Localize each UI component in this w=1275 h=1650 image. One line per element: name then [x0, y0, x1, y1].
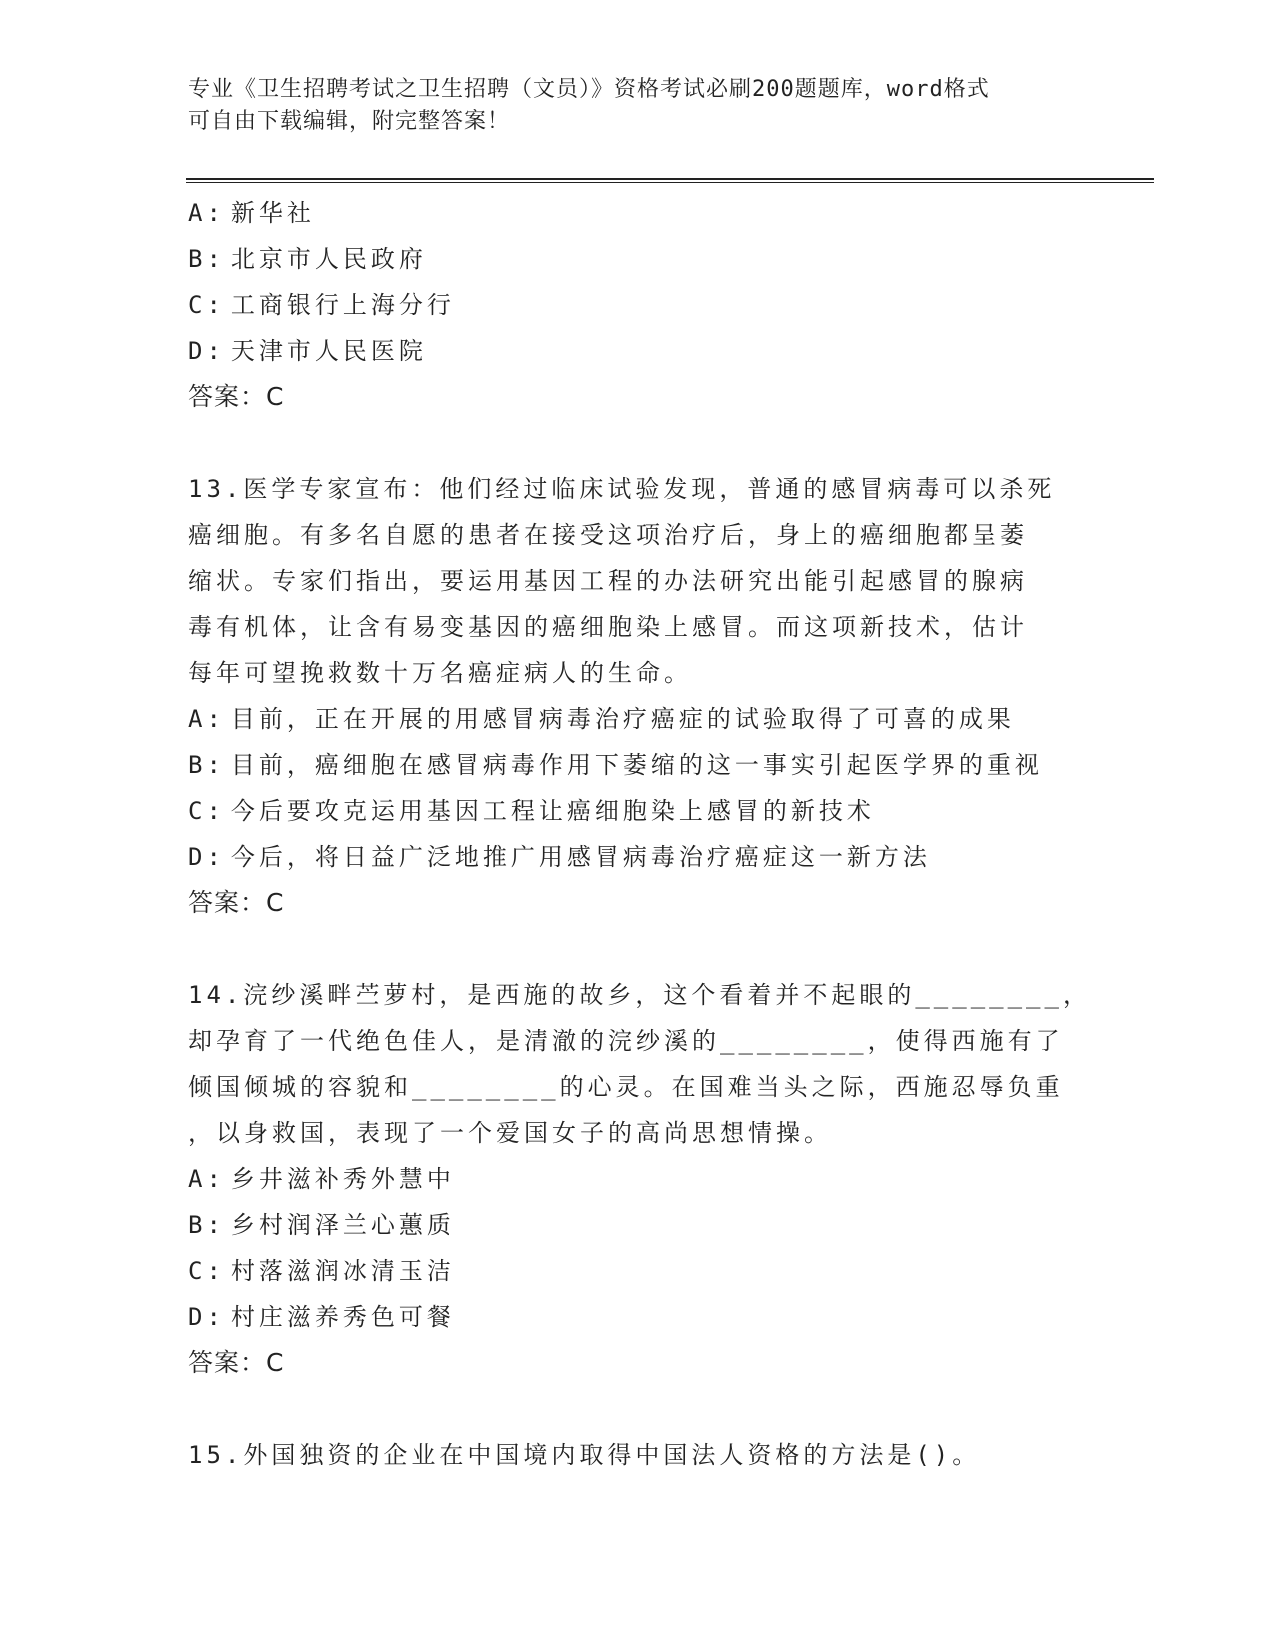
question-12-tail: [188, 190, 1088, 420]
header-rule-thin: [186, 182, 1154, 183]
option-b: B: 乡村润泽兰心蕙质: [188, 1211, 455, 1239]
document-body: [188, 190, 1091, 1478]
question-text-line: 却孕育了一代绝色佳人，是清澈的浣纱溪的________，使得西施有了: [188, 1027, 1064, 1055]
header-rule-thick: [186, 178, 1154, 180]
question-13: [188, 466, 1088, 926]
question-text-line: ，以身救国，表现了一个爱国女子的高尚思想情操。: [188, 1119, 832, 1147]
question-text-line: 每年可望挽救数十万名癌症病人的生命。: [188, 659, 692, 687]
document-header: [188, 74, 1088, 138]
option-c: C: 村落滋润冰清玉洁: [188, 1257, 455, 1285]
question-text-line: 缩状。专家们指出，要运用基因工程的办法研究出能引起感冒的腺病: [188, 567, 1028, 595]
answer: 答案：C: [188, 888, 285, 917]
question-text-line: 14.浣纱溪畔苎萝村，是西施的故乡，这个看着并不起眼的________，: [188, 981, 1091, 1009]
question-text-line: 15.外国独资的企业在中国境内取得中国法人资格的方法是()。: [188, 1441, 981, 1469]
option-d: D: 村庄滋养秀色可餐: [188, 1303, 455, 1331]
header-line-1: 专业《卫生招聘考试之卫生招聘（文员）》资格考试必刷200题题库，word格式: [188, 77, 990, 102]
question-text-line: 毒有机体，让含有易变基因的癌细胞染上感冒。而这项新技术，估计: [188, 613, 1028, 641]
option-d: D: 天津市人民医院: [188, 337, 427, 365]
option-b: B: 目前，癌细胞在感冒病毒作用下萎缩的这一事实引起医学界的重视: [188, 751, 1043, 779]
option-a: A: 新华社: [188, 199, 315, 227]
option-d: D: 今后，将日益广泛地推广用感冒病毒治疗癌症这一新方法: [188, 843, 931, 871]
option-b: B: 北京市人民政府: [188, 245, 427, 273]
question-text-line: 癌细胞。有多名自愿的患者在接受这项治疗后，身上的癌细胞都呈萎: [188, 521, 1028, 549]
option-a: A: 目前，正在开展的用感冒病毒治疗癌症的试验取得了可喜的成果: [188, 705, 1015, 733]
question-15: [188, 1432, 1088, 1478]
option-c: C: 工商银行上海分行: [188, 291, 455, 319]
question-14: [188, 972, 1091, 1386]
header-line-2: 可自由下载编辑，附完整答案！: [188, 109, 511, 134]
option-c: C: 今后要攻克运用基因工程让癌细胞染上感冒的新技术: [188, 797, 875, 825]
question-text-line: 13.医学专家宣布：他们经过临床试验发现，普通的感冒病毒可以杀死: [188, 475, 1056, 503]
option-a: A: 乡井滋补秀外慧中: [188, 1165, 455, 1193]
answer: 答案：C: [188, 1348, 285, 1377]
question-text-line: 倾国倾城的容貌和________的心灵。在国难当头之际，西施忍辱负重: [188, 1073, 1064, 1101]
answer: 答案：C: [188, 382, 285, 411]
